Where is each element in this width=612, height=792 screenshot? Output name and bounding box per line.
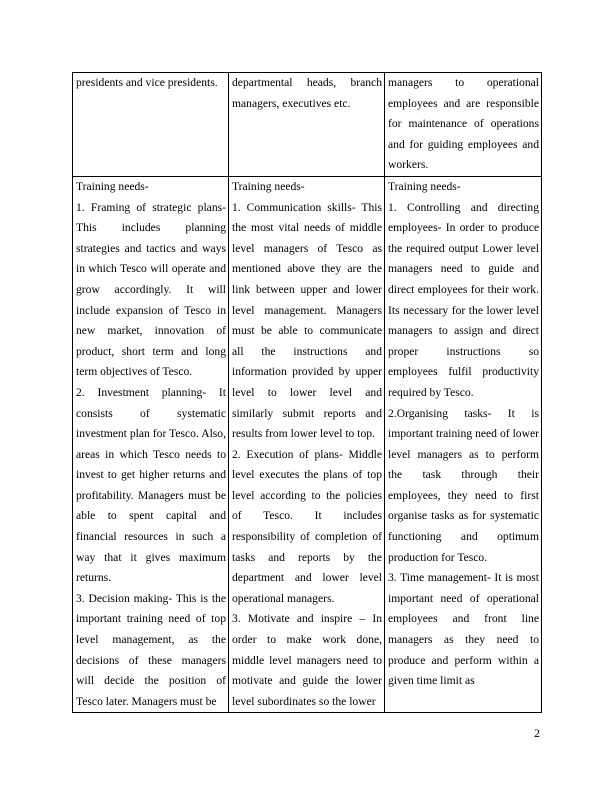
cell-text: presidents and vice presidents. <box>76 76 218 89</box>
training-need-item: 1. Communication skills- This the most vital needs of middle level managers of Tesco as mentioned above they are the link between upper and lower level management. Managers must be able to communicate all the instructions and information provided by upper level to lower level and similarly submit reports and results from lower level to top. <box>232 200 382 441</box>
table-row <box>73 73 542 177</box>
training-need-item: 1. Controlling and directing employees- In order to produce the required output Lower level managers need to guide and direct employees for their work. Its necessary for the lower level managers to assign and direct proper instructions so employees fulfil productivity required by Tesco. <box>388 200 539 399</box>
cell-text: departmental heads, branch managers, executives etc. <box>232 76 382 110</box>
training-need-item: 2. Investment planning- It consists of systematic investment plan for Tesco. Also, areas in which Tesco needs to invest to get higher returns and profitability. Managers must be able to spent capital and financial resources in such a way that it gives maximum returns. <box>76 385 226 585</box>
table-row <box>73 176 542 712</box>
cell-lower-level-training-needs <box>385 176 542 712</box>
training-need-item: 2. Execution of plans- Middle level executes the plans of top level according to the policies of Tesco. It includes responsibility of completion of tasks and reports by the department and lower level operational managers. <box>232 447 382 605</box>
training-needs-heading: Training needs- <box>76 179 149 193</box>
cell-lower-level-continued <box>385 73 542 177</box>
cell-top-level-training-needs <box>73 176 229 712</box>
cell-top-level-continued <box>73 73 229 177</box>
training-need-item: 3. Decision making- This is the important training need of top level management, as the decisions of these managers will decide the position of Tesco later. Managers must be <box>76 591 226 708</box>
training-needs-heading: Training needs- <box>388 179 461 193</box>
cell-middle-level-continued <box>229 73 385 177</box>
content-table <box>72 72 542 713</box>
training-need-item: 1. Framing of strategic plans- This includes planning strategies and tactics and ways in which Tesco will operate and grow accordingly. It will include expansion of Tesco in new market, innovation of product, short term and long term objectives of Tesco. <box>76 200 226 379</box>
cell-middle-level-training-needs <box>229 176 385 712</box>
training-need-item: 2.Organising tasks- It is important training need of lower level managers as to perform the task through their employees, they need to first organise tasks as for systematic functioning and optimum production for Tesco. <box>388 406 539 564</box>
cell-text: managers to operational employees and are responsible for maintenance of operations and for guiding employees and workers. <box>388 76 539 172</box>
training-need-item: 3. Time management- It is most important need of operational employees and front line managers as they need to produce and perform within a given time limit as <box>388 571 539 688</box>
training-needs-heading: Training needs- <box>232 179 305 193</box>
training-need-item: 3. Motivate and inspire – In order to make work done, middle level managers need to motivate and guide the lower level subordinates so the lower <box>232 612 382 708</box>
page-number: 2 <box>534 726 540 740</box>
